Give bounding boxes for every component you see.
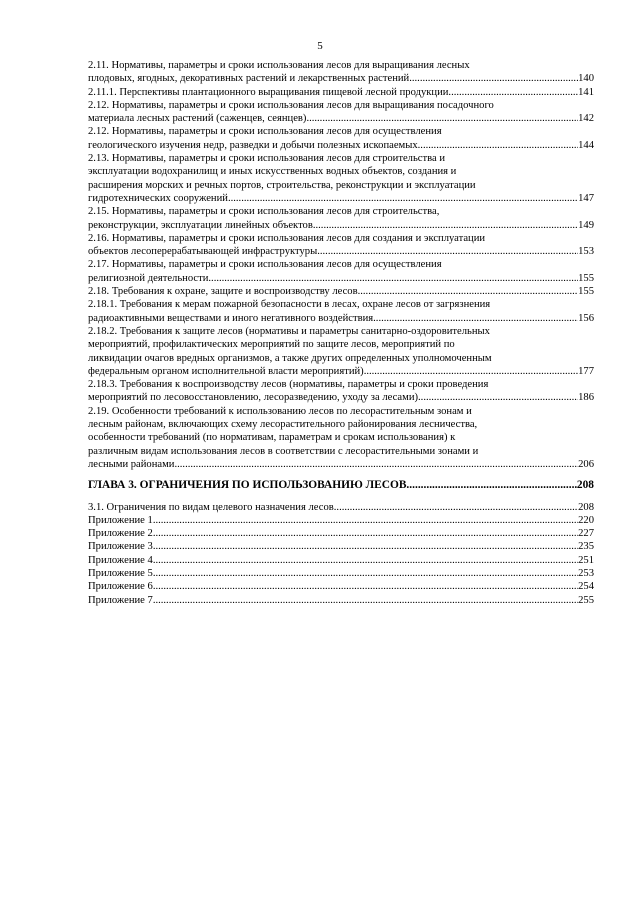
toc-page-number: 142 [578,113,594,125]
toc-entry [88,580,594,593]
dot-leader [174,458,578,471]
toc-page-number: 155 [578,272,594,284]
toc-entry-text: 2.11.1. Перспективы плантационного выращивания пищевой лесной продукции [88,86,449,98]
dot-leader [153,554,578,567]
toc-page-number: 254 [578,581,594,593]
toc-entry [88,232,594,259]
toc-page-number: 253 [578,567,594,579]
toc-page-number: 235 [578,541,594,553]
toc-entry-last-line [88,245,594,258]
toc-entry-text: Приложение 6 [88,581,153,593]
toc-entry-last-line [88,272,594,285]
dot-leader [208,272,578,285]
toc-entry [88,86,594,99]
toc-entry-text: мероприятий по лесовосстановлению, лесоразведению, уходу за лесами) [88,392,419,404]
page-number: 5 [317,40,323,52]
dot-leader [418,391,578,404]
toc-entry-line: мероприятий, профилактических мероприятий по защите лесов, мероприятий по [88,339,455,351]
toc-entry-text: Приложение 2 [88,528,153,540]
toc-entry-last-line [88,391,594,404]
toc-entry-line: 2.19. Особенности требований к использованию лесов по лесорастительным зонам и [88,405,472,417]
toc-entry-line: особенности требований (по нормативам, параметрам и срокам использования) к [88,432,456,444]
toc-entry-text: материала лесных растений (саженцев, сеянцев) [88,113,307,125]
toc-chapter-3-heading [88,479,594,492]
toc-page-number: 147 [578,192,594,204]
toc-entry [88,594,594,607]
toc-entry [88,205,594,232]
dot-leader [448,86,578,99]
toc-entry-line: 2.18.1. Требования к мерам пожарной безопасности в лесах, охране лесов от загрязнения [88,299,491,311]
toc-entry-last-line [88,554,594,567]
toc-page-number: 141 [578,86,594,98]
toc-entry-last-line [88,527,594,540]
toc-page-number: 227 [578,528,594,540]
toc-entry-last-line [88,365,594,378]
toc-page-number: 220 [578,514,594,526]
toc-entry-text: федеральным органом исполнительной власти мероприятий) [88,365,364,377]
toc-entry-text: реконструкции, эксплуатации линейных объектов [88,219,313,231]
toc-entry-text: геологического изучения недр, разведки и добычи полезных ископаемых [88,139,418,151]
toc-entry [88,501,594,514]
toc-entry-text: объектов лесоперерабатывающей инфраструктуры [88,246,318,258]
toc-entry-line: 2.16. Нормативы, параметры и сроки использования лесов для создания и эксплуатации [88,232,486,244]
toc-entry [88,99,594,126]
toc-entry [88,152,594,205]
toc-page-number: 208 [578,501,594,513]
dot-leader [306,112,578,125]
toc-entry-line: ликвидации очагов вредных организмов, а также других определенных уполномоченным [88,352,492,364]
toc-entry [88,258,594,285]
toc-page-number: 153 [578,246,594,258]
toc-entry-text: Приложение 1 [88,514,153,526]
toc-page-number: 255 [578,594,594,606]
dot-leader [334,501,578,514]
toc-entry-last-line [88,594,594,607]
toc-entry-last-line [88,540,594,553]
table-of-contents [88,59,594,607]
toc-entry-last-line [88,192,594,205]
toc-page-number: 155 [578,286,594,298]
toc-page-number: 186 [578,392,594,404]
dot-leader [153,567,578,580]
dot-leader [153,580,578,593]
toc-entry-last-line [88,312,594,325]
dot-leader [153,540,578,553]
toc-entry-line: 2.18.2. Требования к защите лесов (нормативы и параметры санитарно-оздоровительных [88,325,490,337]
toc-entry-text: радиоактивными веществами и иного негативного воздействия [88,312,374,324]
toc-entry-line: 2.18.3. Требования к воспроизводству лесов (нормативы, параметры и сроки проведения [88,379,489,391]
dot-leader [406,479,576,492]
toc-entry-text: плодовых, ягодных, декоративных растений и лекарственных растений [88,73,410,85]
chapter-page-number: 208 [576,479,594,492]
toc-section-chapter-3 [88,501,594,607]
dot-leader [153,594,578,607]
toc-section-chapter-2 [88,59,594,471]
toc-entry-line: 2.13. Нормативы, параметры и сроки использования лесов для строительства и [88,153,446,165]
toc-page-number: 251 [578,554,594,566]
dot-leader [153,527,578,540]
toc-entry [88,527,594,540]
toc-page-number: 206 [578,458,594,470]
toc-entry [88,125,594,152]
toc-entry-line: 2.12. Нормативы, параметры и сроки использования лесов для осуществления [88,126,442,138]
toc-entry-text: лесными районами [88,458,175,470]
dot-leader [418,139,578,152]
toc-entry [88,298,594,325]
toc-entry-line: 2.11. Нормативы, параметры и сроки использования лесов для выращивания лесных [88,60,470,71]
toc-entry-line: 2.12. Нормативы, параметры и сроки использования лесов для выращивания посадочного [88,99,494,111]
dot-leader [153,514,578,527]
toc-entry [88,325,594,378]
toc-entry [88,285,594,298]
toc-entry-line: лесным районам, включающих схему лесорастительного районирования лесничества, [88,419,478,431]
toc-entry-line: различным видам использования лесов в соответствии с лесорастительными зонами и [88,445,479,457]
toc-entry-last-line [88,219,594,232]
toc-entry-last-line [88,501,594,514]
toc-entry-last-line [88,72,594,85]
toc-entry [88,554,594,567]
toc-page-number: 177 [578,365,594,377]
toc-entry-line: расширения морских и речных портов, строительства, реконструкции и эксплуатации [88,179,476,191]
toc-page-number: 140 [578,73,594,85]
toc-entry-last-line [88,580,594,593]
dot-leader [313,219,578,232]
toc-entry-text: Приложение 4 [88,554,153,566]
toc-entry-text: Приложение 3 [88,541,153,553]
toc-entry [88,567,594,580]
toc-entry [88,514,594,527]
toc-entry-line: 2.17. Нормативы, параметры и сроки использования лесов для осуществления [88,259,442,271]
toc-entry [88,378,594,405]
toc-entry-last-line [88,86,594,99]
toc-entry-last-line [88,285,594,298]
toc-page-number: 156 [578,312,594,324]
toc-entry-text: религиозной деятельности [88,272,209,284]
chapter-title: ГЛАВА 3. ОГРАНИЧЕНИЯ ПО ИСПОЛЬЗОВАНИЮ ЛЕСОВ [88,479,407,492]
toc-entry-text: Приложение 7 [88,594,153,606]
toc-entry-last-line [88,567,594,580]
toc-entry-text: 2.18. Требования к охране, защите и воспроизводству лесов [88,286,358,298]
toc-entry-text: гидротехнических сооружений [88,192,228,204]
dot-leader [228,192,578,205]
toc-entry-line: 2.15. Нормативы, параметры и сроки использования лесов для строительства, [88,206,440,218]
dot-leader [364,365,578,378]
toc-entry-text: Приложение 5 [88,567,153,579]
toc-entry-last-line [88,514,594,527]
dot-leader [373,312,578,325]
toc-entry [88,59,594,86]
dot-leader [409,72,578,85]
toc-entry-text: 3.1. Ограничения по видам целевого назначения лесов [88,501,334,513]
toc-entry [88,540,594,553]
toc-entry-last-line [88,112,594,125]
dot-leader [358,285,579,298]
toc-entry-line: эксплуатации водохранилищ и иных искусственных водных объектов, создания и [88,166,457,178]
toc-entry-last-line [88,139,594,152]
dot-leader [317,245,578,258]
toc-page-number: 144 [578,139,594,151]
toc-page-number: 149 [578,219,594,231]
toc-entry-last-line [88,458,594,471]
toc-entry [88,405,594,471]
